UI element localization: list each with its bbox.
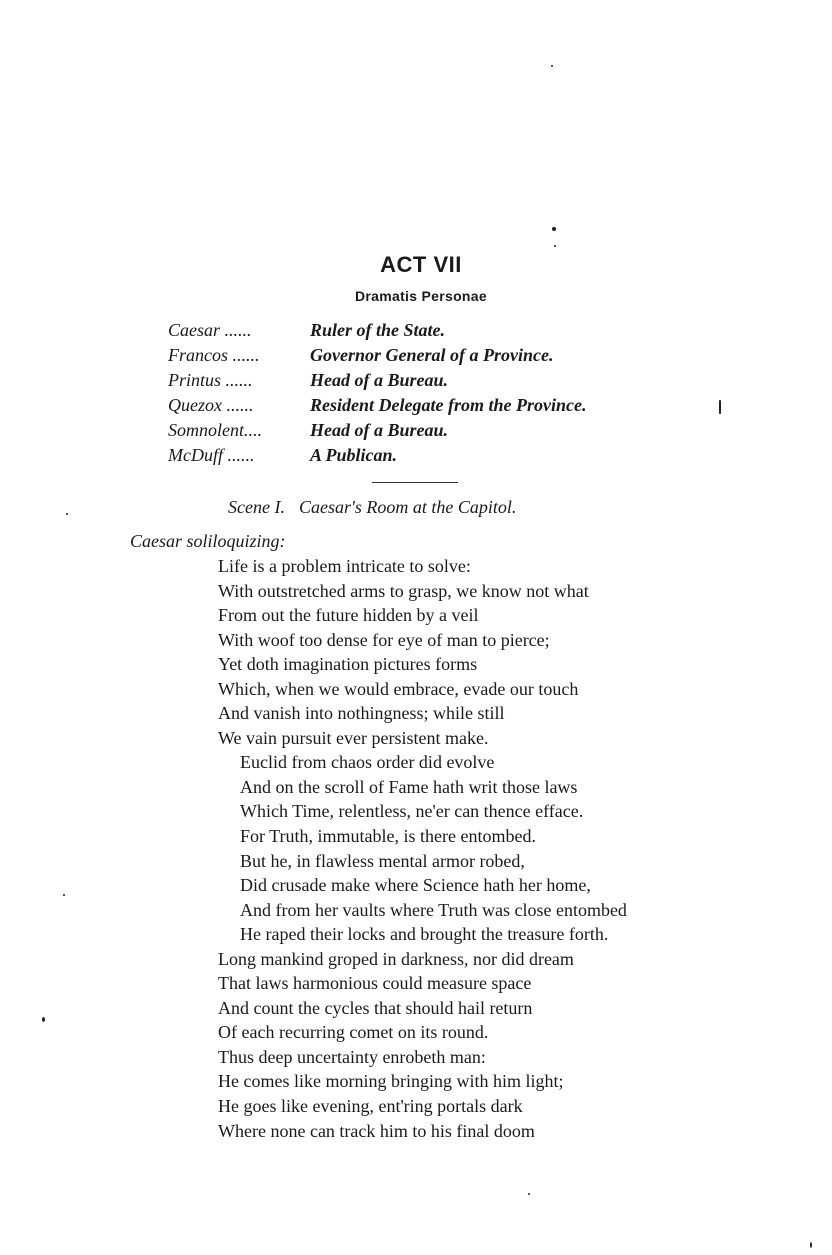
section-divider <box>372 482 458 483</box>
cast-role: Ruler of the State. <box>310 320 446 340</box>
dramatis-personae-heading: Dramatis Personae <box>355 288 487 304</box>
scan-speck <box>551 65 553 67</box>
scan-speck <box>552 227 556 231</box>
verse-line: And count the cycles that should hail return <box>218 997 533 1018</box>
scan-speck <box>66 513 68 515</box>
cast-name: Printus ...... <box>168 370 253 390</box>
cast-entry <box>168 443 728 468</box>
speaker-direction: Caesar soliloquizing: <box>130 531 286 551</box>
verse-line: Did crusade make where Science hath her home, <box>240 875 591 896</box>
scan-speck <box>810 1242 812 1248</box>
scene-heading <box>228 497 516 518</box>
verse-line: And from her vaults where Truth was close entombed <box>240 899 627 920</box>
soliloquy-verse <box>218 554 778 1143</box>
cast-list <box>168 318 728 468</box>
verse-line: And vanish into nothingness; while still <box>218 703 505 724</box>
verse-line: With outstretched arms to grasp, we know not what <box>218 580 589 601</box>
cast-role: Resident Delegate from the Province. <box>310 395 587 415</box>
cast-entry <box>168 368 728 393</box>
cast-name: Quezox ...... <box>168 395 254 415</box>
verse-line: With woof too dense for eye of man to pierce; <box>218 629 550 650</box>
cast-role: Head of a Bureau. <box>310 420 449 440</box>
cast-role: A Publican. <box>310 445 398 465</box>
verse-line: Of each recurring comet on its round. <box>218 1022 489 1043</box>
verse-line: From out the future hidden by a veil <box>218 605 479 626</box>
cast-entry <box>168 393 728 418</box>
verse-line: We vain pursuit ever persistent make. <box>218 727 489 748</box>
cast-entry <box>168 318 728 343</box>
verse-line: Life is a problem intricate to solve: <box>218 556 471 576</box>
scene-place: Caesar's Room at the Capitol. <box>298 497 517 517</box>
verse-line: Which Time, relentless, ne'er can thence efface. <box>240 801 584 822</box>
act-title: ACT VII <box>380 252 462 277</box>
verse-line: For Truth, immutable, is there entombed. <box>240 826 536 847</box>
verse-line: Where none can track him to his final doom <box>218 1120 535 1141</box>
cast-name: Somnolent.... <box>168 420 262 440</box>
cast-name: Caesar ...... <box>168 320 252 340</box>
verse-line: Which, when we would embrace, evade our touch <box>218 678 579 699</box>
verse-line: Thus deep uncertainty enrobeth man: <box>218 1046 486 1067</box>
verse-line: He comes like morning bringing with him light; <box>218 1071 564 1092</box>
verse-line: Long mankind groped in darkness, nor did dream <box>218 948 574 969</box>
scan-speck <box>528 1193 530 1195</box>
verse-line: That laws harmonious could measure space <box>218 973 532 994</box>
verse-line: But he, in flawless mental armor robed, <box>240 850 525 871</box>
scan-speck <box>63 894 65 896</box>
cast-role: Head of a Bureau. <box>310 370 449 390</box>
verse-line: He goes like evening, ent'ring portals dark <box>218 1096 523 1117</box>
cast-entry <box>168 343 728 368</box>
scan-speck <box>42 1017 45 1022</box>
verse-line: Euclid from chaos order did evolve <box>240 752 495 773</box>
cast-name: McDuff ...... <box>168 445 255 465</box>
cast-role: Governor General of a Province. <box>310 345 554 365</box>
cast-name: Francos ...... <box>168 345 260 365</box>
scan-speck <box>554 245 556 247</box>
cast-entry <box>168 418 728 443</box>
scene-number: Scene I. <box>228 497 285 517</box>
verse-line: He raped their locks and brought the treasure forth. <box>240 924 609 945</box>
verse-line: And on the scroll of Fame hath writ those laws <box>240 776 578 797</box>
verse-line: Yet doth imagination pictures forms <box>218 654 478 675</box>
